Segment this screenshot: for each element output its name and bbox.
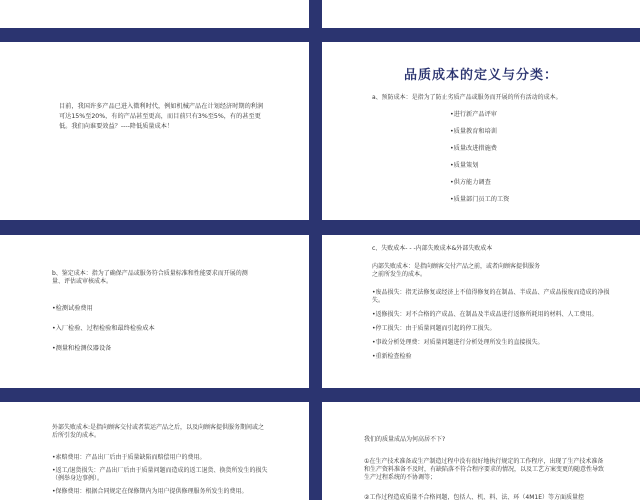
list-item: •事故分析处理费：对质量问题进行分析处理所发生的直接损失。 (372, 339, 544, 347)
list-item: •质量策划 (450, 162, 479, 169)
list-item: •测量和检测仪器设备 (52, 345, 112, 352)
slide8-body-text-2: ②工作过程造成质量不合格问题，包括人、机、料、法、环（4M1E）等方面质量控 (364, 494, 584, 500)
slide6-heading: c、失败成本- - -内部失败成本&外部失败成本 (372, 245, 493, 252)
slide4-intro: a、预防成本：是指为了防止劣质产品或服务而开展的所有活动的成本。 (372, 94, 562, 101)
list-item: •质量部门员工的工资 (450, 196, 510, 203)
list-item: •检测试验费用 (52, 305, 93, 312)
slide-thumbnail-8[interactable] (322, 402, 640, 500)
list-item: •返工/退货损失：产品出厂后由于质量问题而造成的返工退货、换货所发生的损失（例举身边事例）。 (52, 467, 268, 483)
slide6-intro: 内部失败成本：是指向顾客交付产品之前，或者向顾客提供服务之前所发生的成本。 (372, 263, 541, 279)
slide4-title: 品质成本的定义与分类： (403, 68, 558, 83)
list-item: •质量教育和培训 (450, 128, 497, 135)
list-item: •重新检查检验 (372, 353, 412, 361)
slide-thumbnail-2[interactable] (322, 0, 640, 28)
list-item: •保修费用：根据合同规定在保修期内为用户提供修理服务所发生的费用。 (52, 488, 248, 496)
slide4-bullet-list (450, 109, 509, 211)
slide-thumbnail-1[interactable] (0, 0, 309, 28)
slide6-bullet-list (372, 289, 612, 362)
slide7-intro: 外部失败成本:是指向顾客交付或者装运产品之后，以及向顾客提供服务期间或之后所引发的成本。 (52, 424, 265, 440)
list-item: •废品损失：指无法修复或经济上不值得修复的在制品、半成品、产成品报废而造成的净损失。 (372, 289, 610, 305)
list-item: •返修损失：对不合格的产成品、在制品及半成品进行返修所耗用的材料、人工费用。 (372, 311, 598, 319)
slide-thumbnail-4[interactable] (322, 42, 640, 220)
slide-thumbnail-7[interactable] (0, 402, 309, 500)
slide-thumbnail-3[interactable] (0, 42, 309, 220)
slide8-question: 我们的质量成品为何高居不下? (364, 436, 446, 443)
slide5-intro: b、鉴定成本：指为了确保产品或服务符合质量标准和性能要求而开展的测量、评估或审核成本。 (52, 270, 248, 286)
list-item: •停工损失：由于质量问题而引起的停工损失。 (372, 325, 496, 333)
slide3-body-text: 目前，我国许多产品已进入微利时代，例如机械产品在计划经济时期的利润可达15%至20%，有的产品甚至更高，而目前只有3%至5%，有的甚至更低。我们向谁要效益？----降低质量成本！ (59, 103, 264, 131)
list-item: •供方能力调查 (450, 179, 491, 186)
slide5-bullet-list (52, 303, 155, 360)
slide7-bullet-list (52, 454, 272, 496)
list-item: •进行新产品评审 (450, 111, 497, 118)
list-item: •索赔费用：产品出厂后由于质量缺陷而赔偿用户的费用。 (52, 454, 206, 461)
slide-thumbnail-5[interactable] (0, 235, 309, 388)
list-item: •入厂检验、过程检验和最终检验成本 (52, 325, 155, 332)
list-item: •质量改进措施费 (450, 145, 497, 152)
slide8-body-text: ①在生产技术准备或生产制造过程中没有很好地执行规定的工作程序，出现了生产技术准备和生产资料准备不及时，有缺陷落不符合程序要求的情况，以及工艺方案变更的随意性导致生产过程系统的不协调等； (364, 458, 605, 482)
slide-thumbnail-6[interactable] (322, 235, 640, 388)
